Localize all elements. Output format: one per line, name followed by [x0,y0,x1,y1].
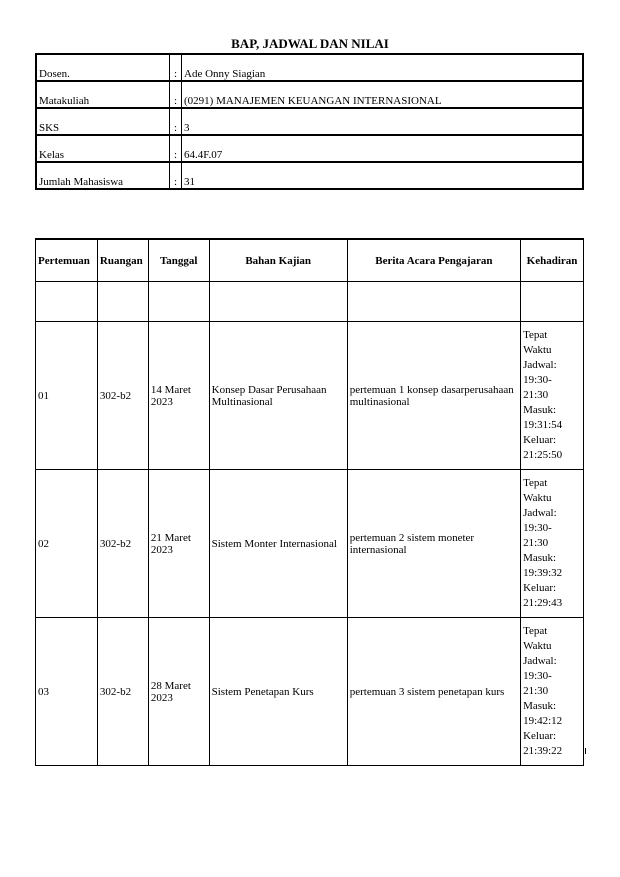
header-bahan-kajian: Bahan Kajian [209,239,347,282]
info-label: Dosen. [36,54,170,81]
blank-row [36,282,584,322]
cell-berita-acara: pertemuan 2 sistem moneter internasional [347,470,520,618]
info-colon: : [170,54,182,81]
kehadiran-line: Tepat [523,625,548,637]
course-info-table [35,53,584,190]
kehadiran-line: 21:30 [523,685,549,697]
cell-tanggal: 21 Maret 2023 [148,470,209,618]
info-row-dosen [36,54,583,81]
info-value: 64.4F.07 [182,135,584,162]
kehadiran-line: 21:25:50 [523,449,563,461]
kehadiran-line: 19:30- [523,374,552,386]
cell-berita-acara: pertemuan 1 konsep dasarperusahaan multinasional [347,322,520,470]
info-value: 31 [182,162,584,189]
blank-cell [97,282,148,322]
kehadiran-line: Jadwal: [523,655,557,667]
cell-ruangan: 302-b2 [97,322,148,470]
blank-cell [36,282,98,322]
info-label: Kelas [36,135,170,162]
header-tanggal: Tanggal [148,239,209,282]
header-kehadiran: Kehadiran [521,239,584,282]
kehadiran-line: 19:30- [523,522,552,534]
cell-ruangan: 302-b2 [97,618,148,766]
schedule-table [35,238,584,766]
header-pertemuan: Pertemuan [36,239,98,282]
header-ruangan: Ruangan [97,239,148,282]
info-row-sks [36,108,583,135]
info-label: SKS [36,108,170,135]
blank-cell [209,282,347,322]
cell-pertemuan: 02 [36,470,98,618]
kehadiran-line: Waktu [523,344,552,356]
kehadiran-line: 19:39:32 [523,567,563,579]
page-title: BAP, JADWAL DAN NILAI [231,36,389,51]
info-colon: : [170,135,182,162]
kehadiran-line: Waktu [523,640,552,652]
cell-berita-acara: pertemuan 3 sistem penetapan kurs [347,618,520,766]
info-label: Jumlah Mahasiswa [36,162,170,189]
cell-bahan-kajian: Sistem Monter Internasional [209,470,347,618]
cell-kehadiran [521,470,584,618]
table-row [36,618,584,766]
kehadiran-line: 21:29:43 [523,597,563,609]
kehadiran-line: Masuk: [523,700,557,712]
kehadiran-line: 19:30- [523,670,552,682]
schedule-header-row [36,239,584,282]
info-colon: : [170,108,182,135]
kehadiran-line: 21:30 [523,537,549,549]
table-row [36,322,584,470]
info-label: Matakuliah [36,81,170,108]
blank-cell [521,282,584,322]
table-continuation-edge [35,748,586,754]
kehadiran-line: Waktu [523,492,552,504]
kehadiran-line: Tepat [523,477,548,489]
kehadiran-line: Keluar: [523,582,557,594]
info-value: (0291) MANAJEMEN KEUANGAN INTERNASIONAL [182,81,584,108]
kehadiran-line: Tepat [523,329,548,341]
cell-pertemuan: 01 [36,322,98,470]
info-row-kelas [36,135,583,162]
blank-cell [347,282,520,322]
cell-bahan-kajian: Sistem Penetapan Kurs [209,618,347,766]
info-row-matakuliah [36,81,583,108]
cell-ruangan: 302-b2 [97,470,148,618]
cell-kehadiran [521,618,584,766]
info-row-jumlah-mahasiswa [36,162,583,189]
info-colon: : [170,81,182,108]
kehadiran-line: Masuk: [523,404,557,416]
kehadiran-line: Keluar: [523,434,557,446]
info-value: 3 [182,108,584,135]
table-row [36,470,584,618]
cell-bahan-kajian: Konsep Dasar Perusahaan Multinasional [209,322,347,470]
header-berita-acara: Berita Acara Pengajaran [347,239,520,282]
kehadiran-line: 21:30 [523,389,549,401]
cell-tanggal: 14 Maret 2023 [148,322,209,470]
cell-kehadiran [521,322,584,470]
cell-tanggal: 28 Maret 2023 [148,618,209,766]
kehadiran-line: Jadwal: [523,507,557,519]
kehadiran-line: Keluar: [523,730,557,742]
info-colon: : [170,162,182,189]
kehadiran-line: 19:31:54 [523,419,563,431]
kehadiran-line: Masuk: [523,552,557,564]
blank-cell [148,282,209,322]
kehadiran-line: 21:39:22 [523,745,563,757]
kehadiran-line: 19:42:12 [523,715,563,727]
cell-pertemuan: 03 [36,618,98,766]
info-value: Ade Onny Siagian [182,54,584,81]
kehadiran-line: Jadwal: [523,359,557,371]
